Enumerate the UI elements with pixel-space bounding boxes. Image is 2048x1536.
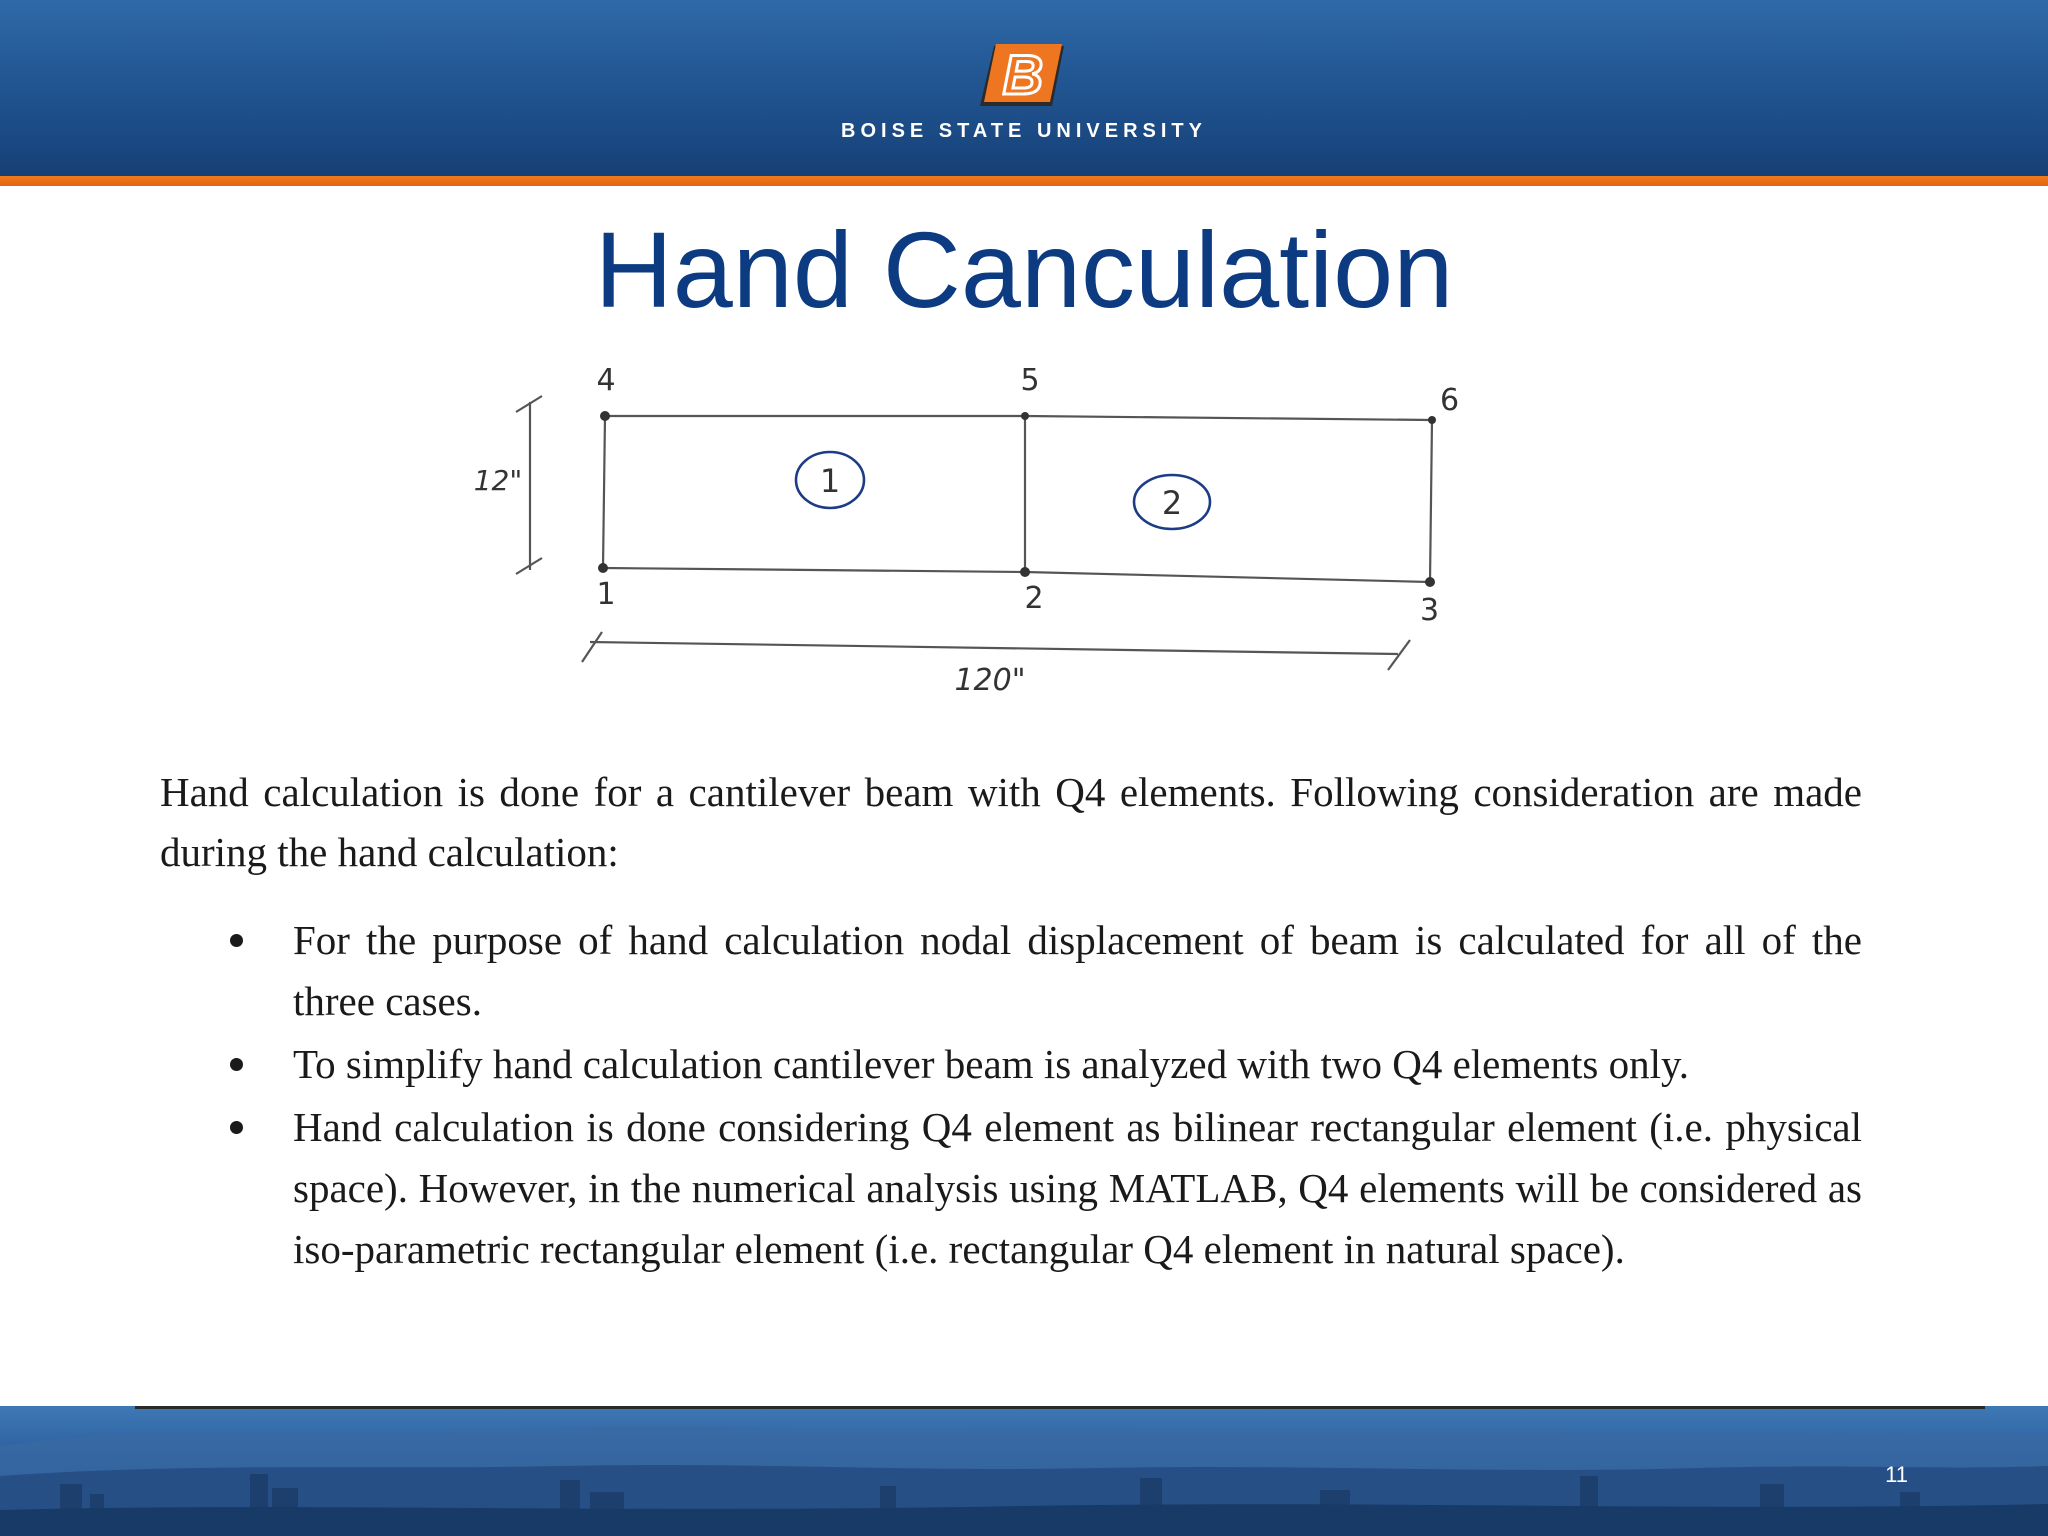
- node-label-1: 1: [596, 577, 616, 612]
- node-5-dot: [1021, 412, 1029, 420]
- node-2-dot: [1020, 567, 1030, 577]
- node-label-5: 5: [1020, 363, 1040, 398]
- node-6-dot: [1428, 416, 1436, 424]
- element-label-2: 2: [1161, 484, 1183, 522]
- list-item-text: Hand calculation is done considering Q4 element as bilinear rectangular element (i.e. physical space). However, in the numerical analysis using MATLAB, Q4 elements will be considered as iso-parametric rectangular element (i.e. rectangular Q4 element in natural space).: [293, 1104, 1862, 1272]
- node-label-4: 4: [596, 363, 616, 398]
- length-dimension-label: 120": [954, 663, 1026, 698]
- element-label-1: 1: [819, 462, 841, 500]
- list-item-text: For the purpose of hand calculation nodal displacement of beam is calculated for all of the three cases.: [293, 917, 1862, 1024]
- node-3-dot: [1425, 577, 1435, 587]
- intro-paragraph: Hand calculation is done for a cantilever beam with Q4 elements. Following consideration are made during the hand calculation:: [160, 769, 1862, 875]
- list-item: [160, 1097, 1862, 1280]
- list-item: [160, 910, 1862, 1032]
- list-item: [160, 1034, 1862, 1095]
- considerations-list: [160, 910, 1862, 1282]
- node-4-dot: [600, 411, 610, 421]
- city-skyline-image: [0, 1406, 2048, 1536]
- node-label-3: 3: [1420, 593, 1440, 628]
- height-dimension-label: 12": [473, 464, 523, 497]
- list-item-text: To simplify hand calculation cantilever beam is analyzed with two Q4 elements only.: [293, 1041, 1690, 1087]
- footer-skyline-banner: [0, 1406, 2048, 1536]
- node-1-dot: [598, 563, 608, 573]
- university-name: BOISE STATE UNIVERSITY: [841, 120, 1207, 142]
- beam-sketch: [420, 350, 1460, 710]
- bullet-icon: [230, 934, 243, 947]
- university-logo: [980, 44, 1064, 108]
- slide-title: Hand Canculation: [594, 209, 1454, 330]
- node-label-6: 6: [1440, 383, 1460, 418]
- node-label-2: 2: [1024, 581, 1044, 616]
- bullet-icon: [230, 1058, 243, 1071]
- header-banner: [0, 0, 2048, 178]
- header-orange-stripe: [0, 176, 2048, 186]
- bullet-icon: [230, 1121, 243, 1134]
- footer-divider: [135, 1406, 1985, 1409]
- page-number: 11: [1885, 1462, 1908, 1487]
- logo-letter: B: [1002, 44, 1044, 106]
